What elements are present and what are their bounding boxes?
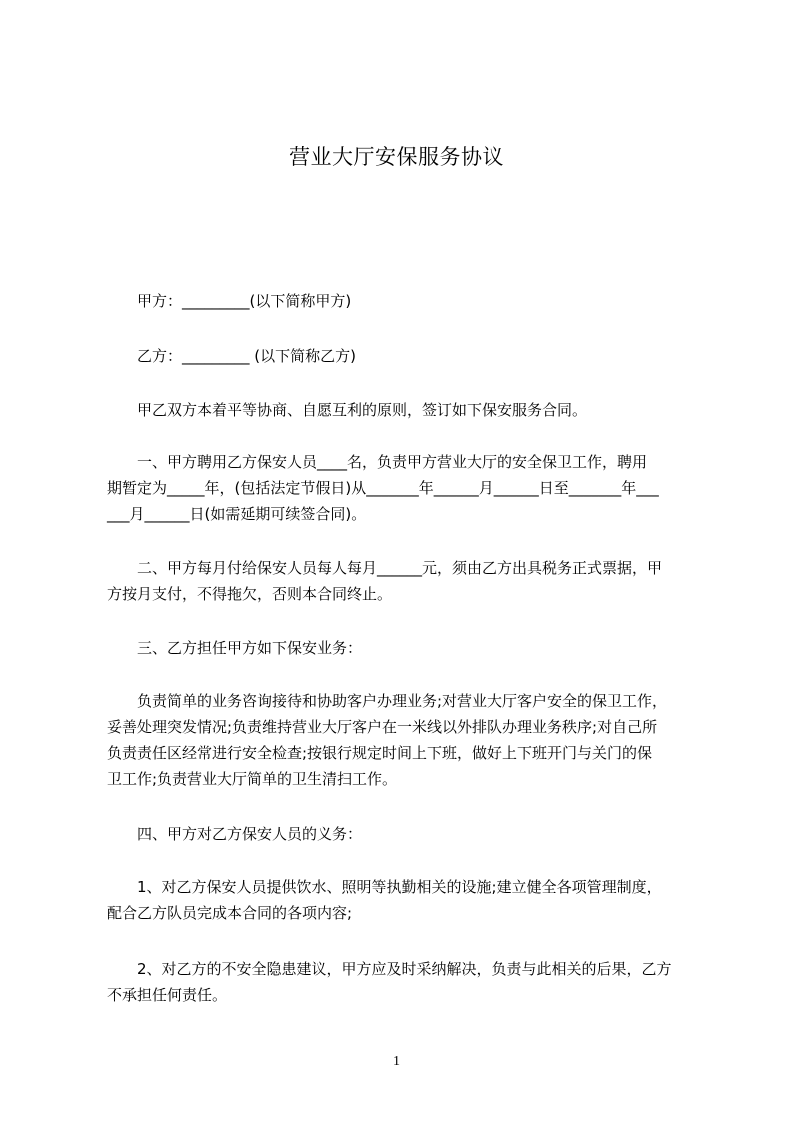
clause-4-item-2-line: 2、对乙方的不安全隐患建议，甲方应及时采纳解决，负责与此相关的后果，乙方 bbox=[137, 960, 672, 978]
clause-1-line: 期暂定为_____年，(包括法定节假日)从_______年______月______日至_______年___ bbox=[107, 479, 659, 497]
document-title: 营业大厅安保服务协议 bbox=[289, 145, 504, 169]
intro-paragraph: 甲乙双方本着平等协商、自愿互利的原则，签订如下保安服务合同。 bbox=[137, 401, 588, 419]
clause-4-item-2 bbox=[107, 956, 702, 1008]
clause-2-line: 二、甲方每月付给保安人员每人每月______元，须由乙方出具税务正式票据，甲 bbox=[137, 559, 663, 577]
clause-4-item-1-line: 1、对乙方保安人员提供饮水、照明等执勤相关的设施;建立健全各项管理制度， bbox=[137, 878, 662, 896]
clause-2-line: 方按月支付，不得拖欠，否则本合同终止。 bbox=[107, 585, 393, 603]
party-a-line: 甲方：_________(以下简称甲方) bbox=[137, 292, 352, 310]
clause-4-item-2-line: 不承担任何责任。 bbox=[107, 986, 228, 1004]
clause-3-line: 妥善处理突发情况;负责维持营业大厅客户在一米线以外排队办理业务秩序;对自己所 bbox=[107, 718, 658, 736]
clause-3-line: 负责责任区经常进行安全检查;按银行规定时间上下班，做好上下班开门与关门的保 bbox=[107, 744, 653, 762]
clause-4-item-1-line: 配合乙方队员完成本合同的各项内容; bbox=[107, 904, 353, 922]
clause-1-line: 一、甲方聘用乙方保安人员____名，负责甲方营业大厅的安全保卫工作，聘用 bbox=[137, 453, 648, 471]
clause-4-item-1 bbox=[107, 874, 702, 926]
clause-3-body bbox=[107, 688, 702, 792]
clause-3-line: 卫工作;负责营业大厅简单的卫生清扫工作。 bbox=[107, 770, 398, 788]
clause-2 bbox=[107, 555, 702, 607]
clause-4-heading: 四、甲方对乙方保安人员的义务： bbox=[137, 825, 363, 843]
party-b-line: 乙方：_________ (以下简称乙方) bbox=[137, 347, 356, 365]
clause-3-line: 负责简单的业务咨询接待和协助客户办理业务;对营业大厅客户安全的保卫工作， bbox=[137, 692, 668, 710]
clause-3-heading: 三、乙方担任甲方如下保安业务： bbox=[137, 639, 363, 657]
clause-1-line: ___月______日(如需延期可续签合同)。 bbox=[107, 505, 367, 523]
page-number: 1 bbox=[393, 1054, 400, 1069]
clause-1 bbox=[107, 449, 702, 527]
